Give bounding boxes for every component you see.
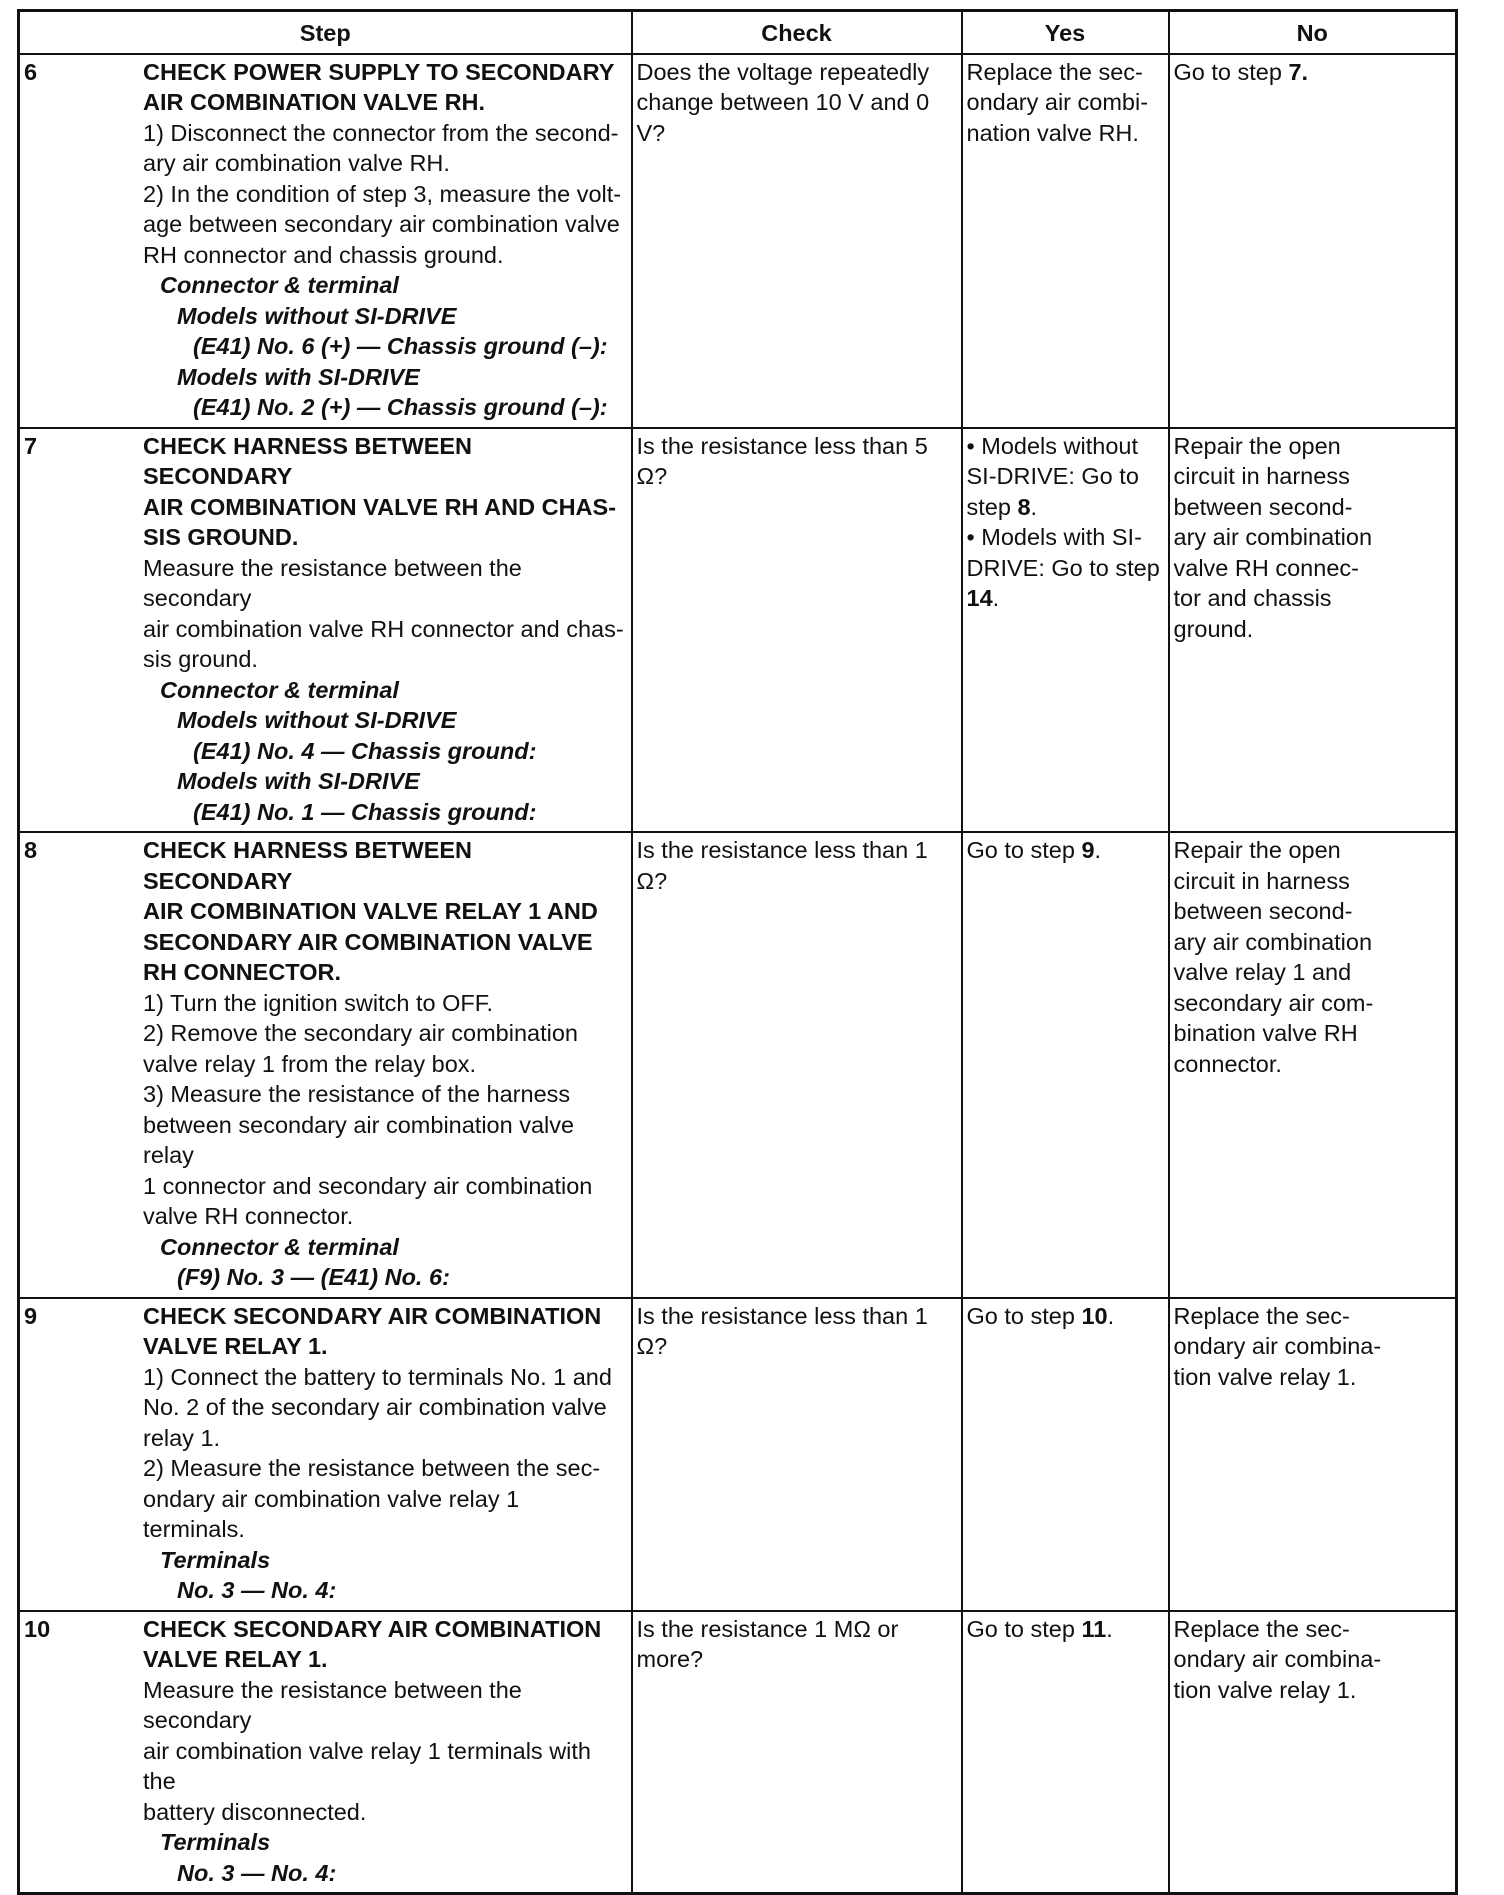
spec-line: Models without SI-DRIVE	[177, 302, 457, 329]
step-text-line: 1 connector and secondary air combination	[143, 1172, 593, 1199]
check-line: Is the resistance less than 5 Ω?	[636, 432, 928, 489]
spec-line: (F9) No. 3 — (E41) No. 6:	[177, 1264, 450, 1290]
yes-line: Replace the sec-	[966, 58, 1143, 85]
yes-text: .	[1094, 837, 1102, 863]
check-cell	[632, 1611, 962, 1894]
step-text-line: 2) In the condition of step 3, measure the volt-	[143, 180, 622, 207]
no-line: Repair the open	[1173, 432, 1341, 459]
header-no: No	[1169, 11, 1457, 54]
step-cell	[19, 832, 632, 1298]
no-cell	[1169, 1298, 1457, 1611]
yes-text: .	[1106, 1615, 1113, 1642]
step-title-line: AIR COMBINATION VALVE RELAY 1 AND	[143, 898, 598, 924]
step-title-line: CHECK SECONDARY AIR COMBINATION	[143, 1615, 602, 1642]
step-text-line: 1) Disconnect the connector from the second-	[143, 119, 619, 146]
spec-line: Connector & terminal	[160, 1233, 399, 1260]
step-title-line: CHECK POWER SUPPLY TO SECONDARY	[143, 58, 615, 85]
spec-line: No. 3 — No. 4:	[177, 1577, 337, 1603]
no-line: secondary air com-	[1173, 989, 1374, 1016]
yes-line	[967, 492, 1164, 523]
header-step: Step	[19, 11, 632, 54]
yes-line	[967, 1301, 1164, 1332]
step-title-line: SIS GROUND.	[143, 524, 299, 550]
step-text-line: Measure the resistance between the secondary	[143, 554, 522, 611]
spec-line: (E41) No. 6 (+) — Chassis ground (–):	[193, 333, 608, 359]
step-text-line: between secondary air combination valve relay	[143, 1111, 575, 1168]
step-text-line: 2) Remove the secondary air combination	[143, 1020, 578, 1046]
yes-cell	[962, 1298, 1169, 1611]
spec-line: Models with SI-DRIVE	[177, 768, 420, 794]
step-body	[143, 1614, 627, 1889]
no-cell	[1169, 832, 1457, 1298]
no-line: valve RH connec-	[1173, 554, 1359, 581]
step-title-line: VALVE RELAY 1.	[143, 1333, 328, 1359]
no-cell	[1169, 428, 1457, 833]
no-text: .	[1301, 58, 1309, 85]
step-text-line: age between secondary air combination valve	[143, 211, 620, 237]
step-title-line: AIR COMBINATION VALVE RH AND CHAS-	[143, 493, 617, 520]
yes-cell	[962, 832, 1169, 1298]
yes-line: SI-DRIVE: Go to	[966, 463, 1139, 489]
yes-line	[967, 583, 1164, 614]
step-title-line: CHECK SECONDARY AIR COMBINATION	[143, 1302, 602, 1329]
step-body	[143, 1301, 627, 1606]
yes-step-ref: 9	[1081, 837, 1095, 863]
spec-line: Connector & terminal	[160, 676, 399, 703]
spec-line: Models with SI-DRIVE	[177, 363, 420, 390]
no-cell	[1169, 1611, 1457, 1894]
check-cell	[632, 1298, 962, 1611]
spec-line: Terminals	[160, 1829, 271, 1855]
no-line: ground.	[1173, 615, 1254, 642]
no-line: tion valve relay 1.	[1173, 1363, 1357, 1390]
step-title-line: SECONDARY AIR COMBINATION VALVE	[143, 928, 593, 955]
table-row	[19, 1298, 1457, 1611]
step-text-line: 1) Connect the battery to terminals No. 1 and	[143, 1363, 612, 1390]
spec-line: No. 3 — No. 4:	[177, 1859, 337, 1886]
check-line: Is the resistance less than 1 Ω?	[636, 1302, 928, 1359]
spec-line: Connector & terminal	[160, 272, 399, 298]
troubleshooting-table	[17, 9, 1458, 1895]
step-text-line: 2) Measure the resistance between the sec-	[143, 1455, 601, 1481]
yes-line	[967, 1614, 1164, 1645]
yes-cell	[962, 1611, 1169, 1894]
yes-line	[967, 835, 1164, 866]
yes-line: • Models without	[966, 432, 1138, 459]
no-line: between second-	[1173, 898, 1353, 924]
spec-line: (E41) No. 4 — Chassis ground:	[193, 737, 537, 764]
no-line: between second-	[1173, 493, 1353, 520]
step-body	[143, 57, 627, 423]
step-number: 6	[24, 58, 38, 85]
no-line: Replace the sec-	[1173, 1302, 1350, 1329]
check-line: more?	[636, 1646, 704, 1672]
step-text-line: sis ground.	[143, 646, 258, 672]
check-line: Is the resistance less than 1 Ω?	[636, 837, 928, 894]
step-number: 10	[24, 1615, 51, 1642]
step-text-line: ary air combination valve RH.	[143, 150, 450, 176]
no-line: tion valve relay 1.	[1173, 1676, 1357, 1703]
yes-text: .	[992, 585, 1000, 611]
step-text-line: ondary air combination valve relay 1 terminals.	[143, 1485, 520, 1542]
step-text-line: 1) Turn the ignition switch to OFF.	[143, 989, 494, 1016]
step-number: 8	[24, 837, 38, 863]
yes-text: Go to step	[966, 1615, 1082, 1642]
no-line: tor and chassis	[1173, 585, 1332, 611]
step-text-line: 3) Measure the resistance of the harness	[143, 1081, 571, 1107]
step-text-line: Measure the resistance between the secondary	[143, 1676, 522, 1733]
step-text-line: air combination valve relay 1 terminals with the	[143, 1737, 591, 1794]
step-cell	[19, 1298, 632, 1611]
yes-line: ondary air combi-	[966, 89, 1149, 115]
step-number: 9	[24, 1302, 38, 1329]
step-text-line: air combination valve RH connector and chas-	[143, 615, 624, 642]
yes-step-ref: 8	[1017, 493, 1031, 520]
check-cell	[632, 54, 962, 428]
yes-step-ref: 10	[1081, 1302, 1108, 1329]
no-line: circuit in harness	[1173, 867, 1350, 894]
step-cell	[19, 54, 632, 428]
yes-text: .	[1107, 1302, 1115, 1329]
step-text-line: valve RH connector.	[143, 1203, 354, 1229]
check-cell	[632, 428, 962, 833]
no-line: ary air combination	[1173, 524, 1373, 550]
step-title-line: VALVE RELAY 1.	[143, 1646, 328, 1672]
step-body	[143, 431, 627, 828]
step-body	[143, 835, 627, 1293]
no-line: valve relay 1 and	[1173, 959, 1352, 985]
no-line	[1174, 57, 1452, 88]
yes-text: Go to step	[966, 1302, 1082, 1329]
no-line: ary air combination	[1173, 928, 1373, 955]
no-line: connector.	[1173, 1050, 1282, 1077]
table-row	[19, 832, 1457, 1298]
yes-line: nation valve RH.	[966, 119, 1139, 146]
yes-line: • Models with SI-	[966, 524, 1142, 550]
step-number: 7	[24, 432, 38, 459]
check-line: Does the voltage repeatedly	[636, 58, 930, 85]
yes-text: step	[966, 493, 1018, 520]
step-text-line: RH connector and chassis ground.	[143, 241, 504, 268]
table-row	[19, 54, 1457, 428]
check-line: Is the resistance 1 MΩ or	[636, 1615, 899, 1642]
no-line: bination valve RH	[1173, 1020, 1358, 1046]
table-row	[19, 428, 1457, 833]
step-title-line: CHECK HARNESS BETWEEN SECONDARY	[143, 837, 473, 894]
step-text-line: relay 1.	[143, 1424, 221, 1451]
yes-cell	[962, 54, 1169, 428]
step-text-line: valve relay 1 from the relay box.	[143, 1050, 477, 1077]
no-text: Go to step	[1173, 58, 1289, 85]
yes-text: Go to step	[966, 837, 1082, 863]
no-line: ondary air combina-	[1173, 1333, 1382, 1359]
yes-text: .	[1030, 493, 1038, 520]
step-text-line: battery disconnected.	[143, 1798, 367, 1825]
yes-line: DRIVE: Go to step	[966, 554, 1160, 581]
step-cell	[19, 428, 632, 833]
no-line: Replace the sec-	[1173, 1615, 1350, 1642]
spec-line: (E41) No. 1 — Chassis ground:	[193, 798, 537, 825]
step-title-line: RH CONNECTOR.	[143, 959, 342, 985]
spec-line: (E41) No. 2 (+) — Chassis ground (–):	[193, 394, 608, 420]
header-check: Check	[632, 11, 962, 54]
spec-line: Models without SI-DRIVE	[177, 707, 457, 733]
yes-step-ref: 14	[966, 585, 993, 611]
step-text-line: No. 2 of the secondary air combination valve	[143, 1394, 607, 1420]
check-line: change between 10 V and 0 V?	[636, 89, 930, 146]
no-line: circuit in harness	[1173, 463, 1350, 489]
table-row	[19, 1611, 1457, 1894]
no-line: ondary air combina-	[1173, 1646, 1382, 1672]
check-cell	[632, 832, 962, 1298]
step-title-line: AIR COMBINATION VALVE RH.	[143, 89, 486, 115]
step-cell	[19, 1611, 632, 1894]
no-step-ref: 7	[1288, 58, 1302, 85]
spec-line: Terminals	[160, 1546, 271, 1573]
header-yes: Yes	[962, 11, 1169, 54]
step-title-line: CHECK HARNESS BETWEEN SECONDARY	[143, 432, 473, 489]
yes-step-ref: 11	[1081, 1615, 1107, 1642]
no-cell	[1169, 54, 1457, 428]
yes-cell	[962, 428, 1169, 833]
header-row	[19, 11, 1457, 54]
no-line: Repair the open	[1173, 837, 1341, 863]
